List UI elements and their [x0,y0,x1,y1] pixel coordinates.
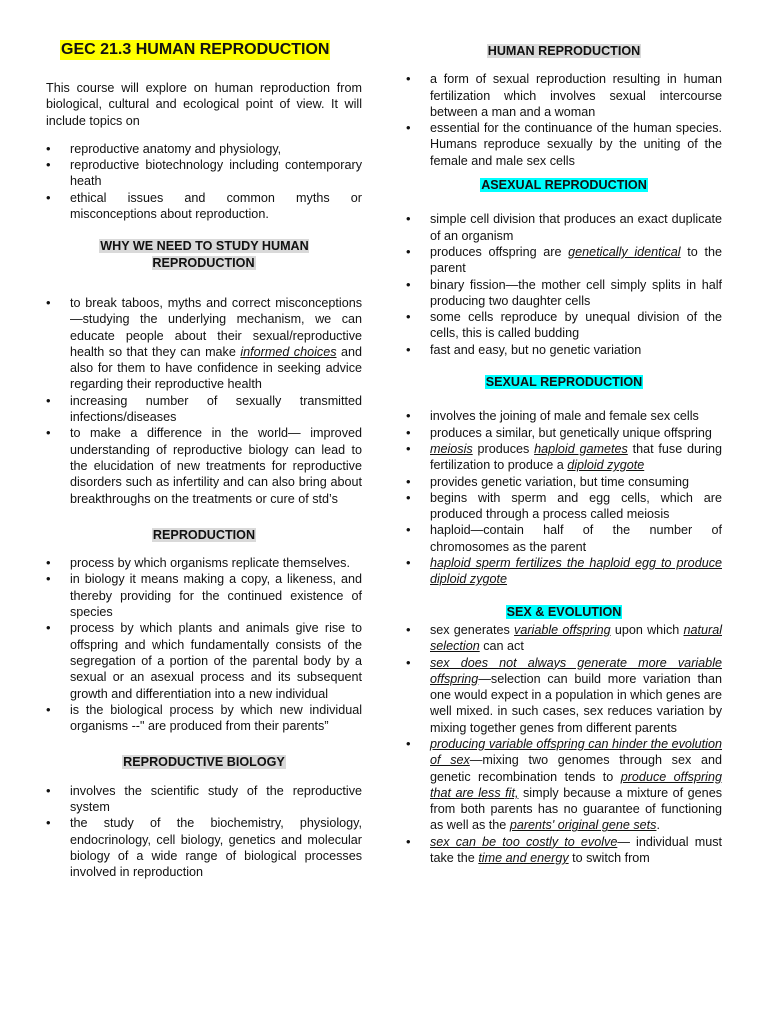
section-heading-sexual [406,374,722,390]
list-item: • sex generates variable offspring upon which natural selection can act [406,622,722,655]
list-item: • produces a similar, but genetically unique offspring [406,425,722,441]
intro-paragraph: This course will explore on human reproduction from biological, cultural and ecological point of view. It will include topics on [46,81,362,128]
list-item: • is the biological process by which new individual organisms --" are produced from their parents” [46,702,362,735]
emphasis: producing variable offspring can hinder the evolution of sex [430,736,722,768]
list-item: • ethical issues and common myths or misconceptions about reproduction. [46,190,362,223]
emphasis: time and energy [478,851,569,866]
list-item: • simple cell division that produces an exact duplicate of an organism [406,211,722,244]
emphasis: sex can be too costly to evolve [430,834,618,849]
emphasis: informed choices [240,344,337,359]
section-heading-asexual [406,177,722,193]
emphasis: haploid gametes [534,441,628,456]
heading-text: REPRODUCTIVE BIOLOGY [123,755,285,770]
topics-list [46,141,362,222]
section-heading-biology [46,754,362,770]
list-item: • meiosis produces haploid gametes that fuse during fertilization to produce a diploid zygote [406,441,722,474]
human-list [406,71,722,169]
list-item: • in biology it means making a copy, a likeness, and thereby providing for the continued existence of species [46,571,362,620]
list-item: • produces offspring are genetically identical to the parent [406,244,722,277]
list-item: • to break taboos, myths and correct misconceptions—studying the underlying mechanism, we can educate people about their sexual/reproductive health so that they can make informed choices and also for them to have confidence in seeking advice regarding their reproductive health [46,295,362,393]
emphasis: parents' original gene sets [509,818,657,833]
document-title: GEC 21.3 HUMAN REPRODUCTION [61,41,330,58]
emphasis: haploid sperm fertilizes the haploid egg to produce diploid zygote [430,556,722,587]
emphasis: produce offspring that are less fit, [430,769,722,800]
emphasis: natural selection [430,622,722,654]
biology-list [46,783,362,881]
list-item: • the study of the biochemistry, physiology, endocrinology, cell biology, genetics and molecular biology of a wide range of biological processes involved in reproduction [46,815,362,880]
emphasis: sex does not always generate more variable offspring [430,655,722,686]
emphasis: meiosis [430,441,473,456]
list-item: • reproductive biotechnology including contemporary heath [46,157,362,190]
list-item [406,555,722,588]
list-item: • essential for the continuance of the human species. Humans reproduce sexually by the uniting of the female and male sex cells [406,120,722,169]
heading-text: WHY WE NEED TO STUDY HUMAN REPRODUCTION [100,239,309,270]
list-item: • to make a difference in the world— improved understanding of reproductive biology can lead to the elucidation of new treatments for reproductive disorders such as infertility and can also bring about breakthroughs on the treatments or cure of std’s [46,425,362,506]
reproduction-list [46,555,362,734]
heading-text: SEX & EVOLUTION [506,604,622,619]
list-item: • reproductive anatomy and physiology, [46,141,362,157]
heading-text: REPRODUCTION [152,527,256,542]
list-item: • fast and easy, but no genetic variation [406,342,722,358]
list-item: • increasing number of sexually transmitted infections/diseases [46,393,362,426]
emphasis: genetically identical [568,244,681,259]
list-item: • begins with sperm and egg cells, which are produced through a process called meiosis [406,490,722,523]
heading-text: HUMAN REPRODUCTION [487,44,641,58]
list-item: • involves the scientific study of the reproductive system [46,783,362,816]
heading-text: SEXUAL REPRODUCTION [485,375,643,390]
evolution-list [406,622,722,866]
emphasis: variable offspring [514,622,611,637]
list-item: • haploid—contain half of the number of chromosomes as the parent [406,522,722,555]
section-heading-human [406,43,722,59]
list-item: • binary fission—the mother cell simply splits in half producing two daughter cells [406,277,722,310]
right-column [406,40,722,866]
list-item: • provides genetic variation, but time consuming [406,474,722,490]
list-item: • process by which organisms replicate themselves. [46,555,362,571]
sexual-list [406,408,722,587]
section-heading-why [76,238,332,271]
list-item: • a form of sexual reproduction resulting in human fertilization which involves sexual intercourse between a man and a woman [406,71,722,120]
list-item: • process by which plants and animals give rise to offspring and which fundamentally consists of the segregation of a portion of the parental body by a sexual or an asexual process and its subsequent growth and differentiation into a new individual [46,620,362,701]
asexual-list [406,211,722,358]
list-item: • sex can be too costly to evolve— individual must take the time and energy to switch from [406,834,722,867]
list-item: • some cells reproduce by unequal division of the cells, this is called budding [406,309,722,342]
list-item: • sex does not always generate more variable offspring—selection can build more variation than one would expect in a population in which genes are well mixed. in such cases, sex reduces variation by mixing together genes from different parents [406,655,722,736]
emphasis: diploid zygote [567,458,645,473]
heading-text: ASEXUAL REPRODUCTION [481,178,647,193]
section-heading-reproduction [46,527,362,543]
list-item: • involves the joining of male and female sex cells [406,408,722,424]
left-column [46,40,362,880]
list-item: • producing variable offspring can hinder the evolution of sex—mixing two genomes through sex and genetic recombination tends to produce offspring that are less fit, simply because a mixture of genes from both parents has no guarantee of functioning as well as the parents' original gene sets. [406,736,722,834]
section-heading-evolution [406,604,722,620]
why-list [46,295,362,507]
